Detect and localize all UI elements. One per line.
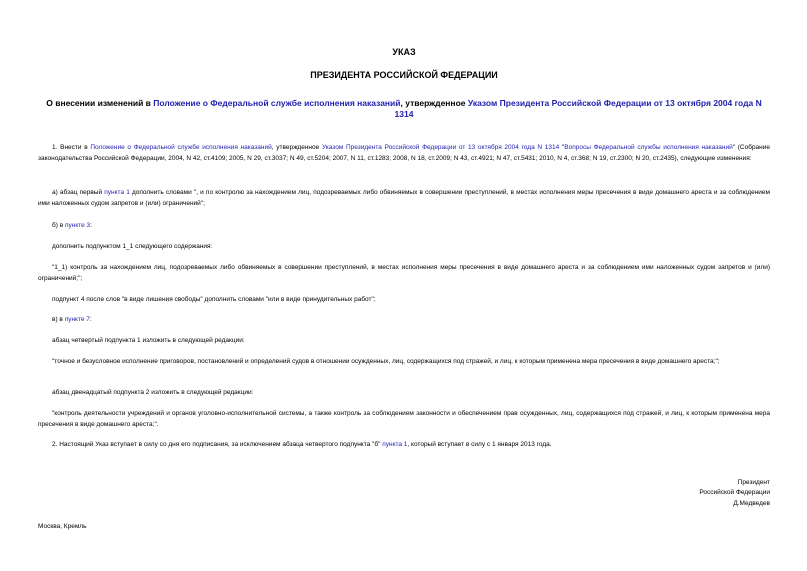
paragraph-v4: "контроль деятельности учреждений и органов уголовно-исполнительной системы, а также контроль за соблюдением законности и обеспечением прав осужденных, лиц, содержащихся под стражей, и лиц, к которым применена мера пресечения в виде домашнего ареста;". [38,410,770,428]
p1-link-questions[interactable]: Вопросы Федеральной службы исполнения наказаний [564,144,733,151]
pa-link-point-1[interactable]: пункта 1 [104,189,130,196]
paragraph-b1: дополнить подпунктом 1_1 следующего содержания: [52,243,213,250]
signature-country: Российской Федерации [699,489,770,497]
pb-suffix: : [90,222,92,229]
signing-place: Москва, Кремль [38,523,87,530]
document-issuer: ПРЕЗИДЕНТА РОССИЙСКОЙ ФЕДЕРАЦИИ [310,70,498,80]
document-subject [38,98,770,120]
signature-name: Д.Медведев [733,499,770,507]
pa-suffix: дополнить словами ", и по контролю за нахождением лиц, подозреваемых либо обвиняемых в совершении преступлений, в местах исполнения меры пресечения в виде домашнего ареста и за соблюдением ими наложенных судом запретов и (или) ограничений"; [38,189,770,207]
paragraph-v1: абзац четвертый подпункта 1 изложить в следующей редакции: [52,337,245,344]
p1-link-decree[interactable]: Указом Президента Российской Федерации от 13 октября 2004 года N 1314 [321,144,560,151]
paragraph-v3: абзац двенадцатый подпункта 2 изложить в следующей редакции: [52,389,254,396]
pa-prefix: а) абзац первый [52,189,105,196]
subject-link-decree[interactable]: Указом Президента Российской Федерации от 13 октября 2004 года N 1314 [394,98,762,119]
paragraph-b3: подпункт 4 после слов "в виде лишения свободы" дополнить словами "или в виде принудительных работ"; [52,296,376,303]
subject-middle: , утвержденное [400,98,468,108]
paragraph-a [38,188,770,209]
p2-suffix: , который вступает в силу с 1 января 2013 года. [407,441,552,448]
pv-prefix: в) в [52,316,65,323]
pb-prefix: б) в [52,222,65,229]
signature-block [699,478,770,509]
paragraph-v2: "точное и безусловное исполнение приговоров, постановлений и определений судов в отношении осужденных, лиц, содержащихся под стражей, и лиц, к которым применена мера пресечения в виде домашнего ареста;"; [52,358,720,365]
document-title: УКАЗ [392,47,416,57]
p1-link-regulation[interactable]: Положение о Федеральной службе исполнения наказаний [90,144,272,151]
paragraph-v [38,315,770,326]
p1-mid2: " [559,144,565,151]
p1-suffix: " (Собрание законодательства Российской Федерации, 2004, N 42, ст.4109; 2005, N 29, ст.3037; N 49, ст.5204; 2007, N 11, ст.1283; 2008, N 18, ст.2009; N 43, ст.4921; N 47, ст.5431; 2010, N 4, ст.368; N 19, ст.2300; N 20, ст.2435), следующие изменения: [38,144,770,162]
p2-link-point-1[interactable]: пункта 1 [382,441,408,448]
paragraph-2 [38,440,770,451]
p1-mid1: , утвержденное [271,144,322,151]
paragraph-b [38,221,770,232]
pv-suffix: : [89,316,92,323]
p2-prefix: 2. Настоящий Указ вступает в силу со дня его подписания, за исключением абзаца четвертого подпункта "б" [52,441,383,448]
paragraph-1 [38,143,770,164]
signature-title: Президент [737,479,770,486]
pb-link-point-3[interactable]: пункте 3 [64,222,91,229]
subject-link-regulation[interactable]: Положение о Федеральной службе исполнения наказаний [153,98,401,108]
p1-prefix: 1. Внести в [52,144,91,151]
pv-link-point-7[interactable]: пункте 7 [64,316,90,323]
subject-prefix: О внесении изменений в [46,98,154,108]
paragraph-b2: "1_1) контроль за нахождением лиц, подозреваемых либо обвиняемых в совершении преступлений, в местах исполнения меры пресечения в виде домашнего ареста и за соблюдением ими наложенных судом запретов и (или) ограничений;"; [38,264,770,282]
